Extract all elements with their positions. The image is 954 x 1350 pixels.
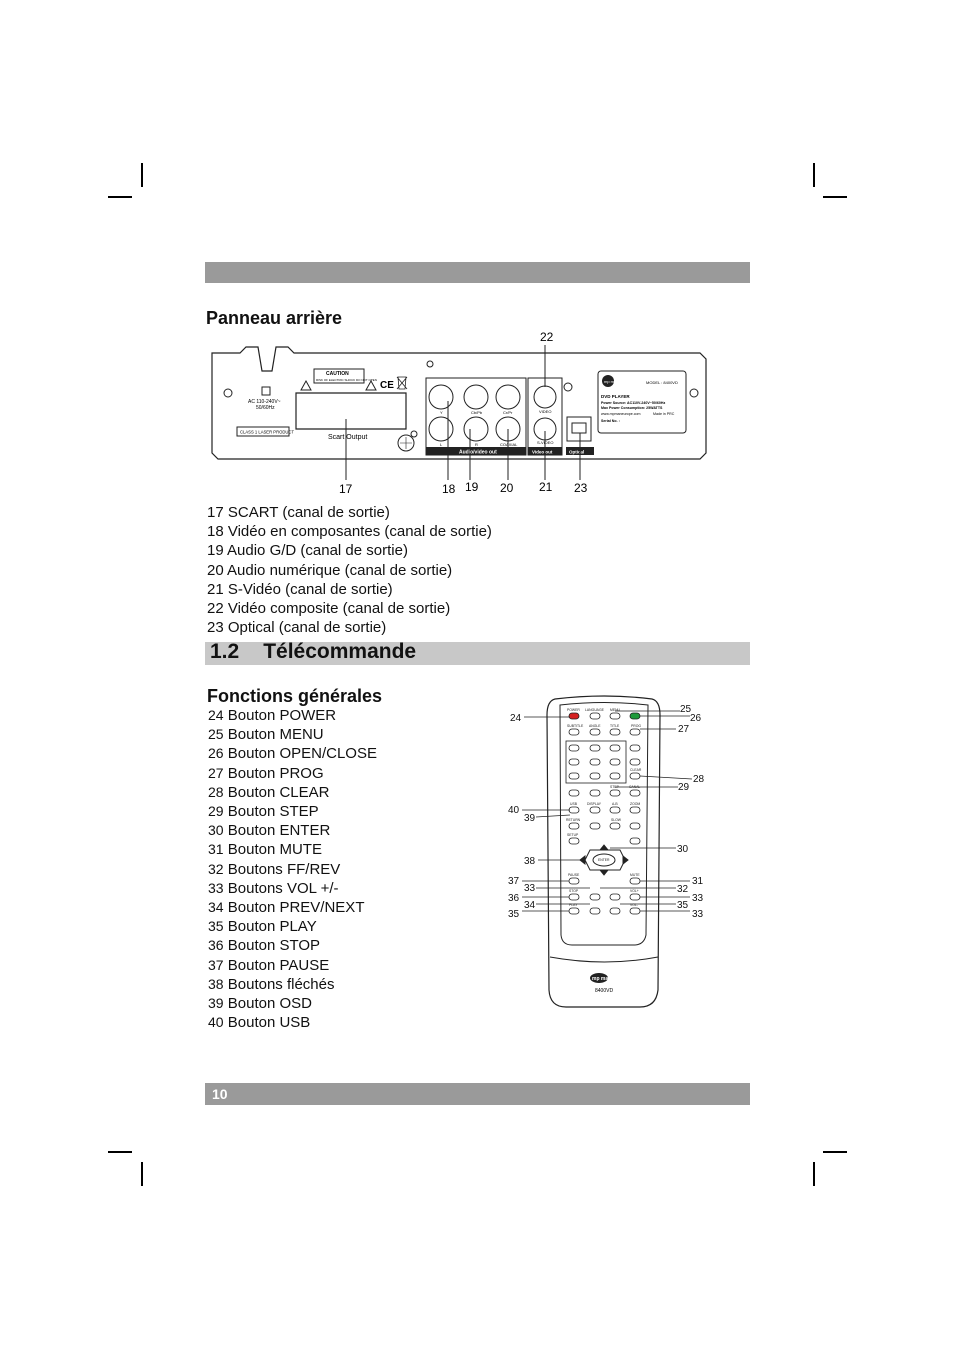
label-mute: MUTE: [630, 873, 640, 877]
label-vol-plus: VOL+: [630, 889, 639, 893]
list-item: 30 Bouton ENTER: [208, 822, 331, 840]
crop-mark: [108, 1151, 132, 1153]
callout-28: 28: [693, 774, 705, 785]
callout-29: 29: [678, 782, 690, 793]
remote-functions-list: [208, 706, 377, 1032]
scart-label: Scart Output: [328, 434, 368, 441]
section-heading: [210, 640, 416, 664]
label-subtitle: SUBTITLE: [567, 724, 584, 728]
label-return: RETURN: [566, 818, 581, 822]
list-item: 26 Bouton OPEN/CLOSE: [208, 745, 377, 763]
callout-34-left: 34: [524, 900, 536, 911]
crop-mark: [813, 163, 815, 187]
label-power: POWER: [567, 708, 580, 712]
callout-19: 19: [465, 480, 479, 494]
r-label: R: [475, 442, 478, 447]
callout-25: 25: [680, 704, 692, 715]
list-item: 25 Bouton MENU: [208, 726, 324, 744]
label-step: STEP: [610, 785, 619, 789]
crop-mark: [108, 196, 132, 198]
optical-panel-label: Optical: [569, 449, 585, 455]
plate-made: Made in PRC: [653, 412, 675, 416]
caution-label: CAUTION: [326, 371, 349, 377]
callout-31: 31: [692, 876, 704, 887]
plate-web: www.mpmaneurope.com: [601, 412, 641, 416]
av-out-label: Audio/video out: [459, 449, 497, 456]
callout-27: 27: [678, 724, 690, 735]
label-usb: USB: [570, 802, 577, 806]
crop-mark: [823, 1151, 847, 1153]
section-title: Télécommande: [263, 640, 417, 663]
caution-sub-label: RISK OF ELECTRIC SHOCK DO NOT OPEN: [316, 378, 377, 382]
label-title: TITLE: [610, 724, 620, 728]
callout-35: 35: [508, 909, 520, 920]
list-item: 29 Bouton STEP: [208, 803, 319, 821]
list-item: 32 Boutons FF/REV: [208, 860, 341, 878]
list-item: 21 S-Vidéo (canal de sortie): [207, 580, 393, 598]
plate-brand: mp man: [604, 379, 619, 384]
ac-label: AC 110-240V~: [248, 399, 281, 405]
ce-mark: CE: [380, 380, 394, 391]
callout-40: 40: [508, 805, 520, 816]
list-item: 31 Bouton MUTE: [208, 841, 322, 859]
list-item: 38 Boutons fléchés: [208, 975, 335, 993]
callout-23: 23: [574, 481, 588, 495]
label-canal: CANAL: [629, 785, 641, 789]
rear-panel-list: [207, 503, 492, 637]
crop-mark: [141, 1162, 143, 1186]
list-item: 22 Vidéo composite (canal de sortie): [207, 600, 451, 618]
remote-brand: mp man: [592, 976, 612, 982]
callout-20: 20: [500, 481, 514, 495]
plate-dvd: DVD PLAYER: [601, 394, 630, 399]
label-slow: SLOW: [611, 818, 621, 822]
list-item: 17 SCART (canal de sortie): [207, 504, 390, 521]
cr-label: Cr/Pr: [503, 410, 513, 415]
callout-17: 17: [339, 482, 353, 496]
remote-diagram: [500, 695, 720, 1015]
callout-30: 30: [677, 844, 689, 855]
label-enter: ENTER: [598, 858, 610, 862]
label-stop: STOP: [569, 889, 579, 893]
callout-24: 24: [510, 713, 522, 724]
plate-model: MODEL : 8400VD: [646, 380, 678, 385]
callout-22: 22: [540, 330, 554, 344]
video-label: VIDEO: [539, 409, 552, 414]
coaxial-label: COAXIAL: [500, 442, 518, 447]
crop-mark: [141, 163, 143, 187]
crop-mark: [823, 196, 847, 198]
callout-26: 26: [690, 713, 702, 724]
y-label: Y: [440, 410, 443, 415]
label-ab: A-B: [612, 802, 618, 806]
list-item: 33 Boutons VOL +/-: [208, 879, 339, 897]
list-item: 28 Bouton CLEAR: [208, 783, 330, 801]
callout-33-bottom: 33: [692, 909, 704, 920]
label-vol-minus: VOL-: [630, 903, 638, 907]
list-item: 36 Bouton STOP: [208, 937, 321, 955]
callout-32-right: 32: [677, 884, 689, 895]
label-angle: ANGLE: [589, 724, 601, 728]
list-item: 34 Bouton PREV/NEXT: [208, 899, 365, 917]
svideo-label: S-VIDEO: [537, 440, 554, 445]
list-item: 19 Audio G/D (canal de sortie): [207, 542, 408, 560]
callout-33-right: 33: [692, 893, 704, 904]
list-item: 35 Bouton PLAY: [208, 918, 317, 936]
list-item: 27 Bouton PROG: [208, 764, 324, 782]
callout-32-left: 33: [524, 883, 536, 894]
label-setup: SETUP: [567, 833, 579, 837]
crop-mark: [813, 1162, 815, 1186]
callout-39: 39: [524, 813, 536, 824]
list-item: 23 Optical (canal de sortie): [207, 619, 387, 637]
label-prog: PROG: [631, 724, 641, 728]
laser-label: CLASS 1 LASER PRODUCT: [240, 429, 294, 435]
callout-18: 18: [442, 482, 456, 496]
rear-panel-diagram: [200, 325, 720, 500]
remote-model: 8400VD: [595, 988, 614, 994]
plate-power: Power Source: AC110V-240V~50/60Hz: [601, 401, 666, 405]
callout-36: 36: [508, 893, 520, 904]
label-zoom: ZOOM: [630, 802, 641, 806]
callout-38: 38: [524, 856, 536, 867]
label-display: DISPLAY: [587, 802, 602, 806]
callout-21: 21: [539, 480, 553, 494]
label-language: LANGUAGE: [585, 708, 604, 712]
callout-34-right: 35: [677, 900, 689, 911]
l-label: L: [440, 442, 443, 447]
label-play: PLAY: [569, 903, 578, 907]
cb-label: Cb/Pb: [471, 410, 483, 415]
remote-body: [547, 696, 660, 1007]
label-menu: MENU: [610, 708, 620, 712]
list-item: 18 Vidéo en composantes (canal de sortie): [207, 523, 492, 541]
page-number: 10: [212, 1086, 228, 1102]
list-item: 24 Bouton POWER: [208, 707, 337, 724]
video-out-label: Video out: [532, 449, 553, 455]
list-item: 37 Bouton PAUSE: [208, 956, 330, 974]
list-item: 39 Bouton OSD: [208, 995, 312, 1013]
header-bar: [205, 262, 750, 283]
list-item: 20 Audio numérique (canal de sortie): [207, 561, 453, 579]
callout-37: 37: [508, 876, 520, 887]
label-pause: PAUSE: [568, 873, 580, 877]
plate-max: Max Power Consumption: 25WATTS: [601, 406, 663, 410]
footer-bar: [205, 1083, 750, 1105]
rear-panel-title: Panneau arrière: [206, 308, 343, 328]
list-item: 40 Bouton USB: [208, 1014, 311, 1032]
hz-label: 50/60Hz: [256, 405, 275, 411]
section-number: 1.2: [210, 640, 240, 663]
plate-serial: Serial No. :: [601, 419, 620, 423]
remote-functions-title: Fonctions générales: [207, 686, 383, 706]
label-clear: CLEAR: [630, 768, 642, 772]
